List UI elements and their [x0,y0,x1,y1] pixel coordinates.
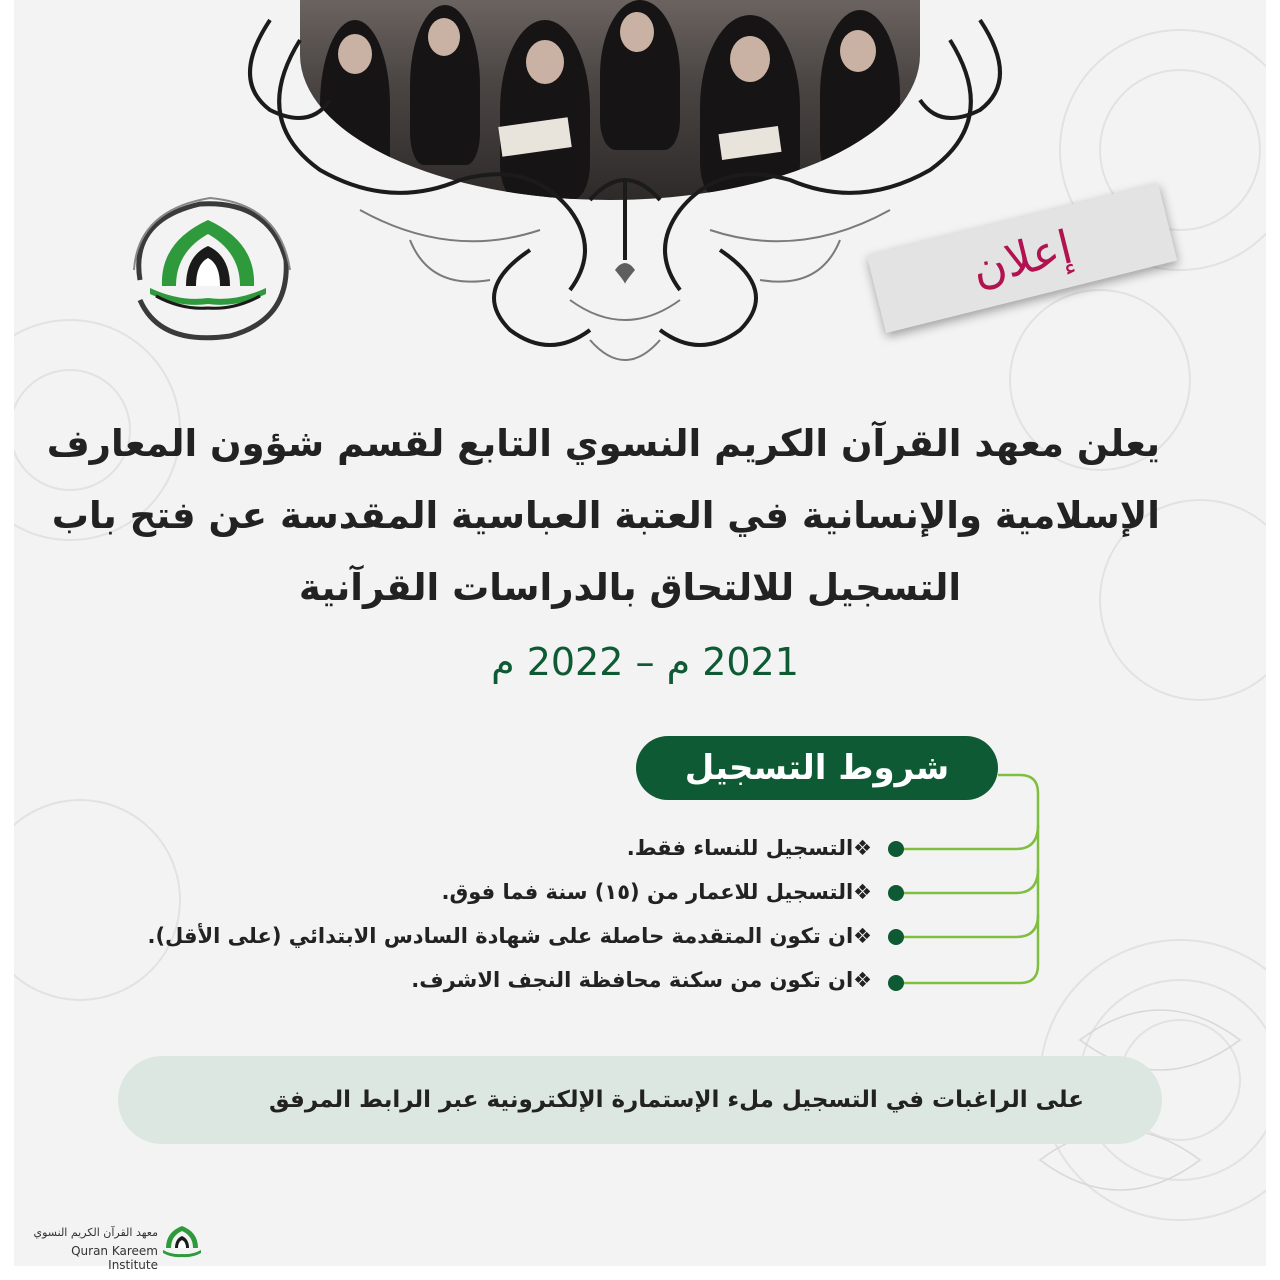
condition-item: ❖التسجيل للنساء فقط. [626,836,872,860]
academic-year: 2021 م – 2022 م [491,640,799,684]
footer-name-ar: معهد القرآن الكريم النسوي [33,1226,158,1239]
bullet-dot-icon [888,841,904,857]
registration-note-banner [118,1056,1162,1144]
frame-left [0,0,14,1280]
announcement-tag-label: إعلان [966,219,1078,297]
ornament-frame [210,0,1040,400]
header-photo-frame [210,0,1040,400]
announcement-line: الإسلامية والإنسانية في العتبة العباسية المقدسة عن فتح باب [51,494,1160,537]
institute-logo-icon [120,190,296,346]
frame-bottom [0,1266,1280,1280]
announcement-line: التسجيل للالتحاق بالدراسات القرآنية [298,566,962,609]
conditions-title: شروط التسجيل [636,736,998,800]
condition-item: ❖ان تكون من سكنة محافظة النجف الاشرف. [411,968,872,992]
footer-name-en: Quran Kareem Institute [71,1244,158,1272]
condition-item: ❖ان تكون المتقدمة حاصلة على شهادة السادس الابتدائي (على الأقل). [147,924,872,948]
footer-logo-icon [160,1222,204,1262]
condition-item: ❖التسجيل للاعمار من (١٥) سنة فما فوق. [441,880,872,904]
frame-right [1266,0,1280,1280]
registration-note: على الراغبات في التسجيل ملء الإستمارة الإلكترونية عبر الرابط المرفق [269,1087,1084,1113]
announcement-body [46,408,1160,624]
announcement-line: يعلن معهد القرآن الكريم النسوي التابع لقسم شؤون المعارف [46,422,1160,465]
bullet-dot-icon [888,885,904,901]
bullet-dot-icon [888,929,904,945]
conditions-connector [870,765,1060,1005]
bullet-dot-icon [888,975,904,991]
